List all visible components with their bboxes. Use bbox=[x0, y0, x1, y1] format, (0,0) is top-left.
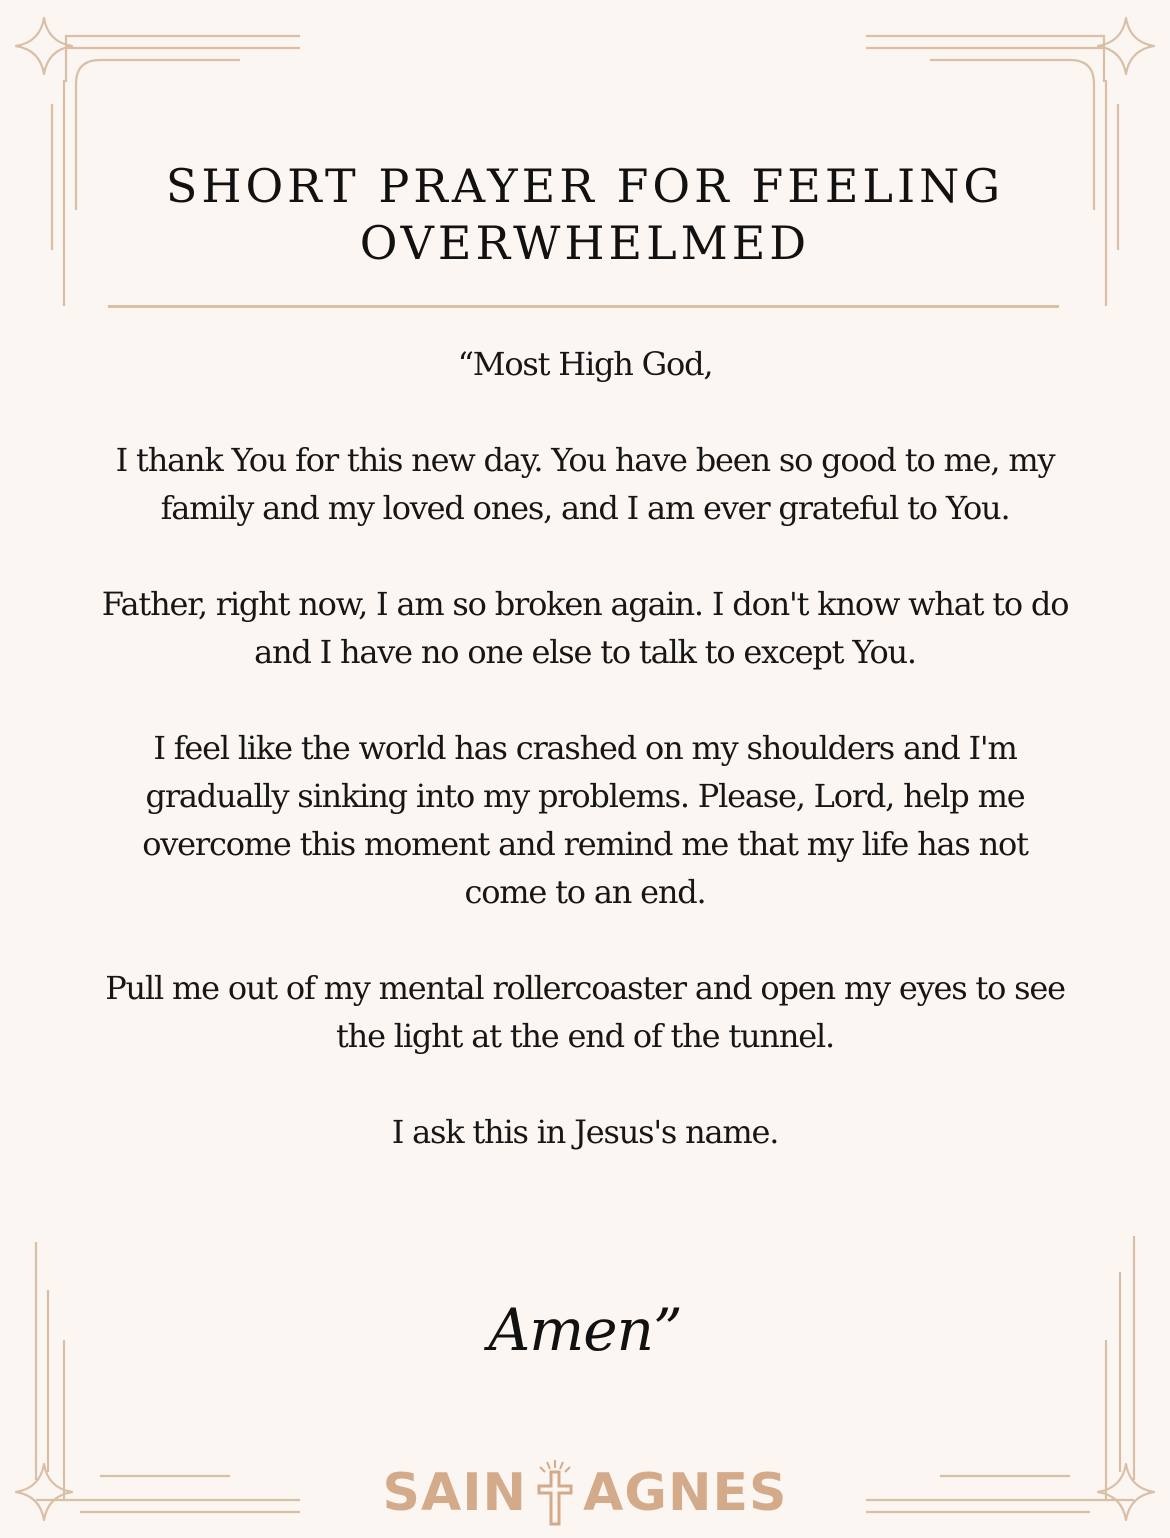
star-icon bbox=[1098, 18, 1154, 74]
title-divider bbox=[108, 305, 1059, 308]
prayer-paragraph: I feel like the world has crashed on my shoulders and I'm gradually sinking into my problems. Please, Lord, help me overcome this moment and remind me that my life has not come to an end. bbox=[142, 729, 1028, 911]
star-icon bbox=[16, 1464, 72, 1520]
prayer-closing: Amen” bbox=[488, 1296, 682, 1364]
brand-logo bbox=[375, 1458, 795, 1528]
prayer-title: SHORT PRAYER FOR FEELING OVERWHELMED bbox=[165, 159, 1005, 270]
star-icon bbox=[16, 18, 72, 74]
brand-text-right: AGNES bbox=[583, 1463, 788, 1523]
prayer-paragraph: I thank You for this new day. You have been so good to me, my family and my loved ones, and I am ever grateful to You. bbox=[115, 441, 1055, 527]
prayer-body bbox=[100, 340, 1070, 1204]
star-icon bbox=[1098, 1464, 1154, 1520]
prayer-greeting: “Most High God, bbox=[457, 345, 713, 383]
brand-text-left: SAIN bbox=[382, 1463, 528, 1523]
prayer-paragraph: Pull me out of my mental rollercoaster and open my eyes to see the light at the end of the tunnel. bbox=[105, 969, 1065, 1055]
prayer-paragraph: I ask this in Jesus's name. bbox=[391, 1113, 779, 1151]
prayer-paragraph: Father, right now, I am so broken again. I don't know what to do and I have no one else to talk to except You. bbox=[101, 585, 1069, 671]
cross-icon bbox=[529, 1458, 581, 1528]
